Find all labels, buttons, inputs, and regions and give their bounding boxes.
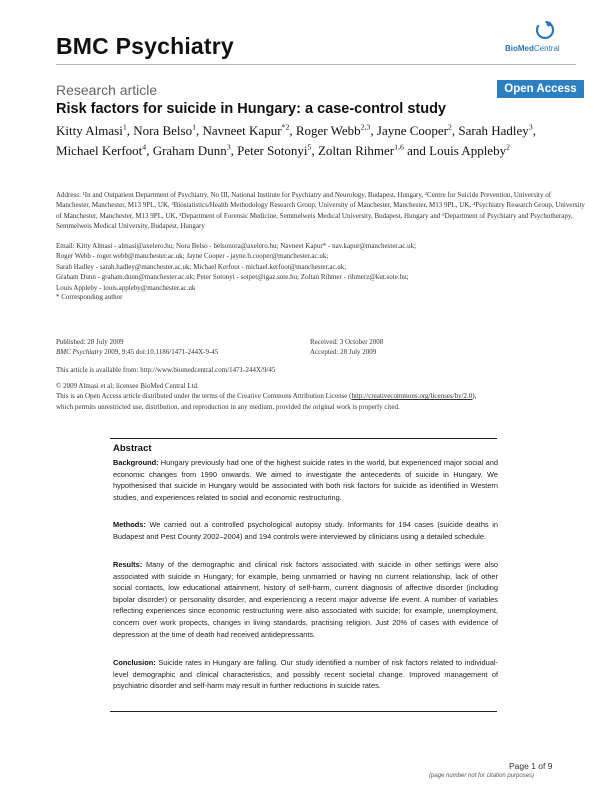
email-line: Email: Kitty Almasi - almasi@axelero.hu; Nora Belso - belsonora@axelero.hu; Navneet Kapur* - nav.kapur@manchester.ac.uk; [56, 242, 417, 250]
email-list [56, 241, 576, 293]
copyright-block [56, 381, 586, 412]
author-name: Louis Appleby$^2$ [429, 142, 510, 158]
open-access-badge[interactable]: Open Access [497, 80, 584, 98]
accepted-date: Accepted: 28 July 2009 [310, 348, 377, 357]
email-line: Sarah Hadley - sarah.hadley@manchester.ac.uk; Michael Kerfoot - michael.kerfoot@manchester.ac.uk; [56, 262, 347, 271]
copyright-line: © 2009 Almasi et al; licensee BioMed Central Ltd. [56, 382, 199, 390]
author-name: Zoltan Rihmer$^{1,6}$ and [317, 142, 426, 158]
article-url[interactable]: This article is available from: http://www.biomedcentral.com/1471-244X/9/45 [56, 366, 276, 374]
citation: BMC Psychiatry 2009, 9:45 doi:10.1186/1471-244X-9-45 [56, 348, 219, 357]
author-name: Roger Webb$^{2,3}$, [295, 122, 374, 138]
license-line: This is an Open Access article distributed under the terms of the Creative Commons Attribution License (http://creativecommons.org/licenses/by/2.0), [56, 392, 477, 401]
abstract-methods: Methods: We carried out a controlled psychological autopsy study. Informants for 194 cases (suicide deaths in Budapest and Pest County 2002–2004) and 194 controls were interviewed by clinicians using a detailed schedule. [113, 520, 498, 541]
abstract-conclusion: Conclusion: Suicide rates in Hungary are falling. Our study identified a number of risk factors related to individual-level demographic and clinical characteristics, and possibly recent societal change. Improved management of psychiatric disorder and self-harm may result in further reductions in suicide rates. [113, 658, 498, 691]
author-list [56, 121, 592, 161]
corresponding-author-note: * Corresponding author [56, 293, 123, 301]
abstract-background: Background: Hungary previously had one of the highest suicide rates in the world, but experienced major social and economic changes from 1990 onwards. We aimed to investigate the antecedents of suicide in Hungary. We hypothesised that suicide in Hungary would be associated with both risk factors for suicide as identified in Western studies, and experiences related to social and economic restructuring. [113, 458, 498, 502]
page-number: Page 1 of 9 [509, 761, 553, 771]
author-name: Navneet Kapur$^{*2}$, [202, 122, 293, 138]
email-line: Louis Appleby - louis.appleby@manchester.ac.uk [56, 283, 196, 292]
journal-name: BMC Psychiatry [56, 33, 234, 59]
author-name: Michael Kerfoot$^4$, [56, 142, 150, 158]
abstract-bottom-rule [110, 711, 497, 712]
article-type: Research article [56, 82, 158, 98]
author-name: Graham Dunn$^3$, [152, 142, 234, 158]
email-line: Roger Webb - roger.webb@manchester.ac.uk; Jayne Cooper - jayne.b.cooper@manchester.ac.uk; [56, 252, 329, 261]
publication-info [56, 337, 336, 358]
affiliations: Address: ¹In and Outpatient Department of Psychiatry, No III, National Institute for Psychiatry and Neurology, Budapest, Hungary, ²Centre for Suicide Prevention, University of Manchester, Manchester, M13 9PL, UK, ³Biostatistics/Health Methodology Research Group, University of Manchester, Manchester, M13 9PL, UK, ⁴Psychiatry Research Group, University of Manchester, Manchester, M13 9PL, UK, ⁵Department of Forensic Medicine, Semmelweis Medical University, Budapest, Hungary and ⁶Department of Psychiatry and Psychotherapy, Semmelweis Medical University, Budapest, Hungary [56, 191, 585, 231]
publisher-logo[interactable] [505, 18, 577, 58]
published-date: Published: 28 July 2009 [56, 338, 124, 346]
publisher-logo-text: BioMedCentral [505, 44, 560, 53]
license-link[interactable]: http://creativecommons.org/licenses/by/2.0 [351, 392, 473, 401]
author-name: Kitty Almasi$^1$, [56, 122, 130, 138]
email-line: Graham Dunn - graham.dunn@manchester.ac.uk; Peter Sotonyi - sotpet@igaz.sote.hu; Zoltan Rihmer - rihmerz@kut.sote.hu; [56, 273, 409, 282]
author-name: Peter Sotonyi$^5$, [237, 142, 315, 158]
biomed-central-logo-icon [533, 18, 557, 42]
abstract-top-rule [110, 438, 497, 439]
article-title: Risk factors for suicide in Hungary: a case-control study [56, 101, 446, 117]
abstract-heading: Abstract [113, 443, 152, 454]
page-number-note: (page number not for citation purposes) [429, 773, 535, 779]
license-line-2: which permits unrestricted use, distribution, and reproduction in any medium, provided the original work is properly cited. [56, 402, 400, 411]
review-dates [310, 337, 510, 358]
received-date: Received: 3 October 2008 [310, 338, 384, 346]
header-divider [56, 64, 576, 65]
author-name: Nora Belso$^1$, [133, 122, 200, 138]
author-name: Sarah Hadley$^3$, [458, 122, 536, 138]
author-name: Jayne Cooper$^2$, [376, 122, 456, 138]
abstract-results: Results: Many of the demographic and clinical risk factors associated with suicide in other settings were also associated with suicide in Hungary; for example, being unmarried or having no current relationship, lack of other social contacts, low educational attainment, history of self-harm, current diagnosis of affective disorder (including bipolar disorder) or personality disorder, and experiencing a recent major adverse life event. A number of variables reflecting experiences since economic restructuring were also associated with suicide; for example, unemployment, concern over work propects, changes in living standards, practising religion. Just 20% of cases with evidence of depression at the time of death had received antidepressants. [113, 560, 498, 639]
